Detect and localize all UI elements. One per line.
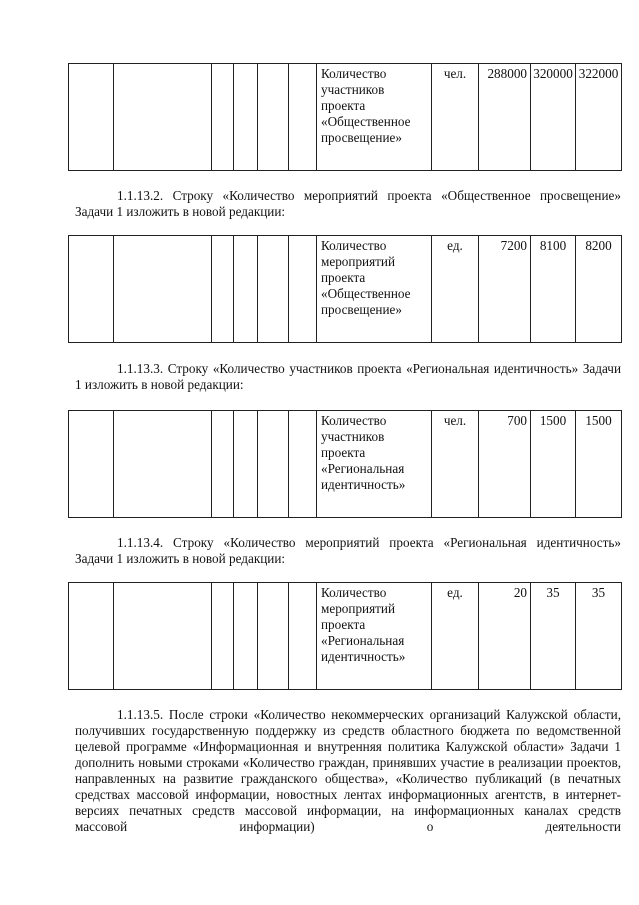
indicator-unit: ед. — [432, 583, 479, 690]
indicator-name: Количество участников проекта «Общественное просвещение» — [317, 64, 432, 171]
indicator-unit: чел. — [432, 411, 479, 518]
indicator-name: Количество мероприятий проекта «Региональная идентичность» — [317, 583, 432, 690]
indicator-unit: чел. — [432, 64, 479, 171]
indicator-value-1: 20 — [479, 583, 531, 690]
indicator-table-4 — [68, 582, 622, 690]
indicator-unit: ед. — [432, 236, 479, 343]
indicator-value-2: 8100 — [531, 236, 576, 343]
indicator-value-3: 35 — [576, 583, 622, 690]
indicator-table-1 — [68, 63, 622, 171]
indicator-name: Количество мероприятий проекта «Общественное просвещение» — [317, 236, 432, 343]
indicator-value-3: 322000 — [576, 64, 622, 171]
indicator-value-1: 288000 — [479, 64, 531, 171]
indicator-name: Количество участников проекта «Региональная идентичность» — [317, 411, 432, 518]
paragraph-1-1-13-3: 1.1.13.3. Строку «Количество участников проекта «Региональная идентичность» Задачи 1 изложить в новой редакции: — [75, 361, 621, 392]
indicator-value-2: 1500 — [531, 411, 576, 518]
indicator-value-3: 1500 — [576, 411, 622, 518]
indicator-value-1: 700 — [479, 411, 531, 518]
indicator-value-1: 7200 — [479, 236, 531, 343]
indicator-value-2: 320000 — [531, 64, 576, 171]
paragraph-1-1-13-5: 1.1.13.5. После строки «Количество некоммерческих организаций Калужской области, получивших государственную поддержку из средств областного бюджета по ведомственной целевой программе «Информационная и внутренняя политика Калужской области» Задачи 1 дополнить новыми строками «Количество граждан, принявших участие в реализации проектов, направленных на развитие гражданского общества», «Количество публикаций (в печатных средствах массовой информации, новостных лентах информационных агентств, в интернет-версиях печатных средств массовой информации, на информационных каналах средств массовой информации) о деятельности — [75, 707, 621, 834]
indicator-value-3: 8200 — [576, 236, 622, 343]
indicator-table-3 — [68, 410, 622, 518]
indicator-value-2: 35 — [531, 583, 576, 690]
paragraph-1-1-13-4: 1.1.13.4. Строку «Количество мероприятий проекта «Региональная идентичность» Задачи 1 изложить в новой редакции: — [75, 535, 621, 566]
indicator-table-2 — [68, 235, 622, 343]
paragraph-1-1-13-2: 1.1.13.2. Строку «Количество мероприятий проекта «Общественное просвещение» Задачи 1 изложить в новой редакции: — [75, 188, 621, 219]
